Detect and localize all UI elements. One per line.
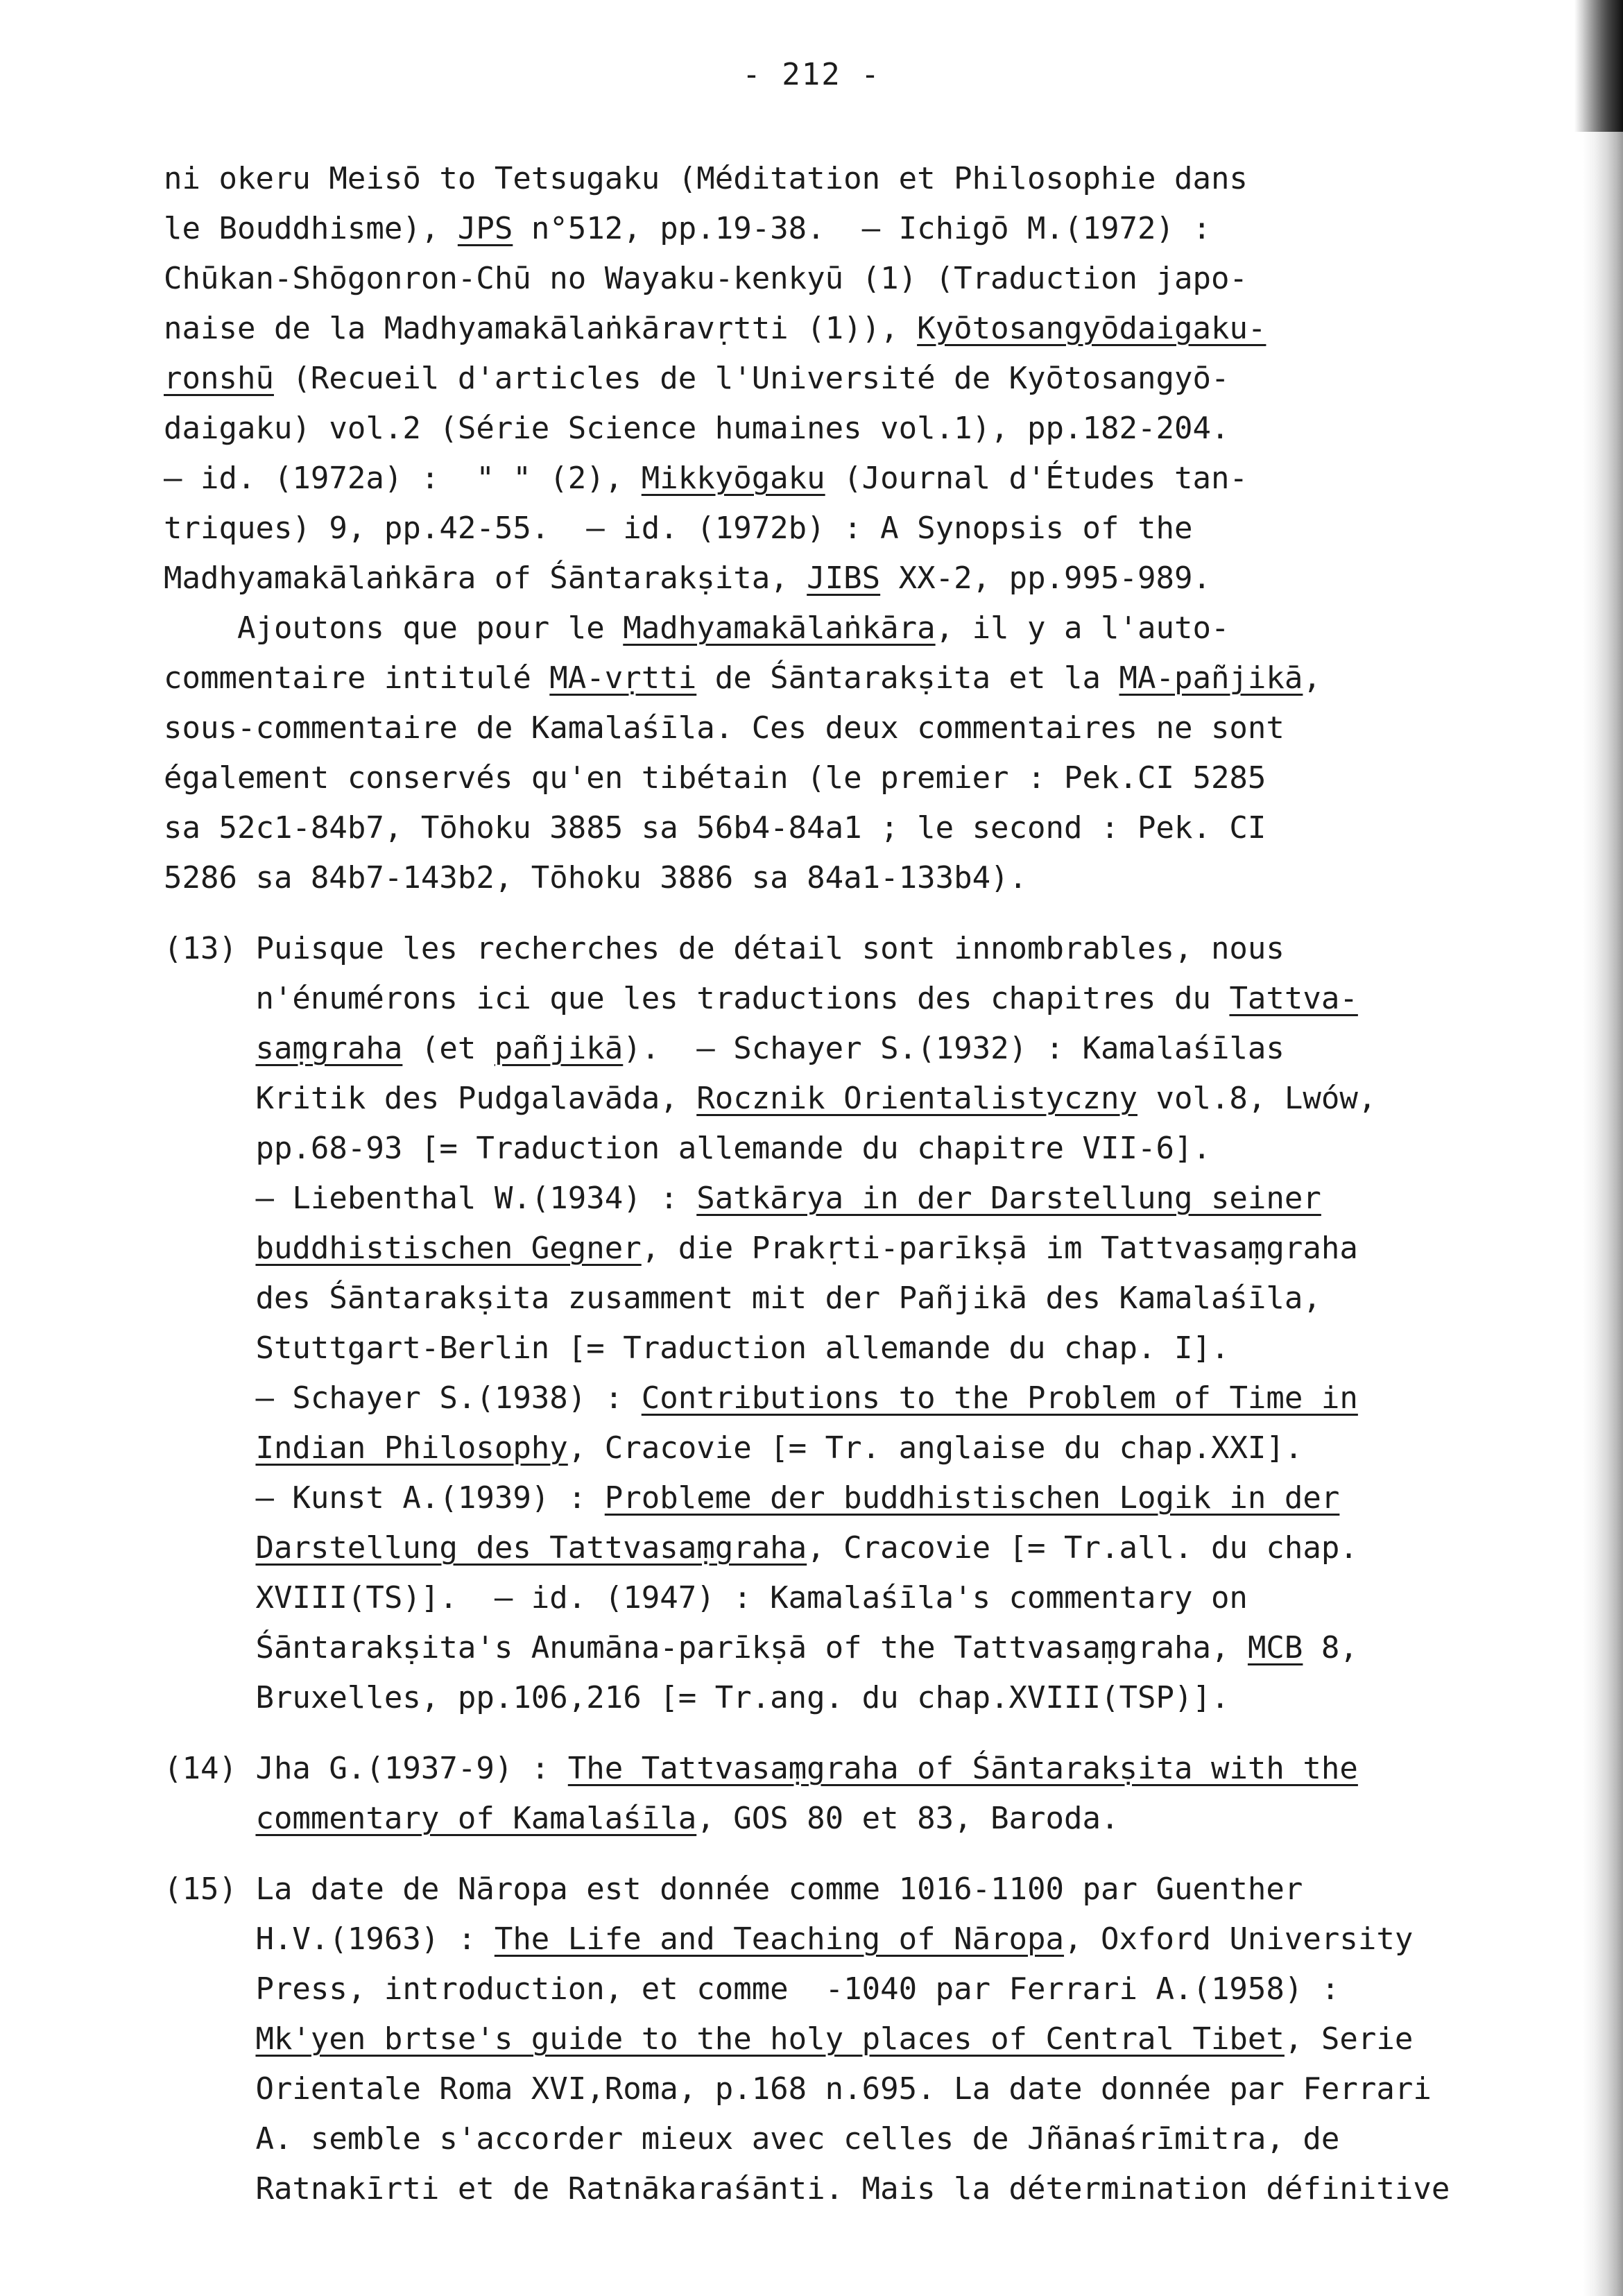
text-segment: XX-2, pp.995-989. <box>880 560 1211 596</box>
text-segment: n°512, pp.19-38. — Ichigō M.(1972) : <box>513 211 1211 246</box>
underlined-title: Indian Philosophy <box>255 1430 568 1466</box>
underlined-title: Contributions to the Problem of Time in <box>641 1380 1358 1416</box>
text-segment: , <box>1303 660 1321 696</box>
text-segment: , Cracovie [= Tr.all. du chap. <box>807 1530 1358 1566</box>
page-number: - 212 - <box>742 57 881 92</box>
text-line <box>164 254 1502 304</box>
underlined-title: The Life and Teaching of Nāropa <box>494 1921 1065 1957</box>
text-segment <box>164 2021 255 2057</box>
footnote-p15 <box>164 1865 1502 2214</box>
text-line <box>164 504 1502 554</box>
text-segment: ni okeru Meisō to Tetsugaku (Méditation et Philosophie dans <box>164 161 1248 196</box>
underlined-title: Mk'yen brtse's guide to the holy places of Central Tibet <box>255 2021 1285 2057</box>
text-segment: Kritik des Pudgalavāda, <box>164 1081 697 1116</box>
text-segment: commentaire intitulé <box>164 660 550 696</box>
paragraph-gap <box>164 1844 1502 1865</box>
text-segment: daigaku) vol.2 (Série Science humaines vol.1), pp.182-204. <box>164 411 1230 446</box>
text-segment: , il y a l'auto- <box>935 610 1230 646</box>
text-segment: , Cracovie [= Tr. anglaise du chap.XXI]. <box>567 1430 1303 1466</box>
text-line <box>164 1323 1502 1373</box>
text-segment <box>164 1231 255 1266</box>
text-segment: , GOS 80 et 83, Baroda. <box>696 1801 1119 1836</box>
underlined-title: buddhistischen Gegner <box>255 1231 642 1266</box>
paragraph-gap <box>164 903 1502 924</box>
underlined-title: Tattva- <box>1229 981 1358 1016</box>
paragraph-gap <box>164 1723 1502 1744</box>
underlined-title: Kyōtosangyōdaigaku- <box>917 311 1266 346</box>
text-line <box>164 703 1502 753</box>
text-segment: , Oxford University <box>1064 1921 1414 1957</box>
underlined-title: JPS <box>457 211 513 246</box>
text-segment: (14) Jha G.(1937-9) : <box>164 1751 568 1786</box>
text-line <box>164 653 1502 703</box>
text-segment: 8, <box>1303 1630 1358 1665</box>
text-segment <box>164 1530 255 1566</box>
text-line <box>164 2164 1502 2214</box>
underlined-title: Probleme der buddhistischen Logik in der <box>604 1480 1340 1516</box>
text-segment: H.V.(1963) : <box>164 1921 495 1957</box>
text-line <box>164 204 1502 254</box>
text-segment: des Śāntarakṣita zusamment mit der Pañjikā des Kamalaśīla, <box>164 1280 1321 1316</box>
text-segment: (Journal d'Études tan- <box>825 461 1248 496</box>
underlined-title: MA-pañjikā <box>1119 660 1303 696</box>
text-segment: ). — Schayer S.(1932) : Kamalaśīlas <box>623 1031 1285 1066</box>
text-line <box>164 924 1502 974</box>
underlined-title: Mikkyōgaku <box>641 461 825 496</box>
text-segment: , die Prakṛti-parīkṣā im Tattvasaṃgraha <box>641 1231 1358 1266</box>
text-segment: — Liebenthal W.(1934) : <box>164 1181 697 1216</box>
text-line <box>164 1964 1502 2014</box>
text-segment: (et <box>402 1031 495 1066</box>
underlined-title: Madhyamakālaṅkāra <box>623 610 936 646</box>
text-segment: , Serie <box>1284 2021 1414 2057</box>
text-line <box>164 2114 1502 2164</box>
text-segment: (13) Puisque les recherches de détail sont innombrables, nous <box>164 931 1285 966</box>
text-line <box>164 354 1502 404</box>
text-segment: Press, introduction, et comme -1040 par Ferrari A.(1958) : <box>164 1971 1340 2007</box>
text-segment: triques) 9, pp.42-55. — id. (1972b) : A Synopsis of the <box>164 511 1193 546</box>
underlined-title: Rocznik Orientalistyczny <box>696 1081 1137 1116</box>
footnote-p13 <box>164 924 1502 1723</box>
text-segment: — Schayer S.(1938) : <box>164 1380 642 1416</box>
text-segment: Madhyamakālaṅkāra of Śāntarakṣita, <box>164 560 807 596</box>
text-segment: Orientale Roma XVI,Roma, p.168 n.695. La date donnée par Ferrari <box>164 2071 1432 2107</box>
text-line <box>164 154 1502 204</box>
text-line <box>164 1274 1502 1323</box>
text-line <box>164 1523 1502 1573</box>
text-line <box>164 1124 1502 1174</box>
text-segment: Stuttgart-Berlin [= Traduction allemande du chap. I]. <box>164 1330 1230 1366</box>
text-segment: (Recueil d'articles de l'Université de Kyōtosangyō- <box>273 361 1230 396</box>
text-line <box>164 1024 1502 1074</box>
underlined-title: ronshū <box>164 361 274 396</box>
underlined-title: pañjikā <box>494 1031 624 1066</box>
footnote-p1 <box>164 154 1502 903</box>
text-segment: Chūkan-Shōgonron-Chū no Wayaku-kenkyū (1) (Traduction japo- <box>164 261 1248 296</box>
text-line <box>164 2064 1502 2114</box>
text-segment: Ajoutons que pour le <box>164 610 624 646</box>
text-segment: A. semble s'accorder mieux avec celles de Jñānaśrīmitra, de <box>164 2121 1340 2157</box>
underlined-title: MCB <box>1247 1630 1303 1665</box>
underlined-title: Darstellung des Tattvasaṃgraha <box>255 1530 807 1566</box>
text-segment <box>164 1801 255 1836</box>
underlined-title: JIBS <box>807 560 881 596</box>
text-segment: — id. (1972a) : " " (2), <box>164 461 642 496</box>
text-segment <box>164 1031 255 1066</box>
text-segment: Bruxelles, pp.106,216 [= Tr.ang. du chap.XVIII(TSP)]. <box>164 1680 1230 1715</box>
text-segment: — Kunst A.(1939) : <box>164 1480 605 1516</box>
text-segment: (15) La date de Nāropa est donnée comme 1016-1100 par Guenther <box>164 1871 1303 1907</box>
text-segment: XVIII(TS)]. — id. (1947) : Kamalaśīla's commentary on <box>164 1580 1248 1616</box>
text-segment: 5286 sa 84b7-143b2, Tōhoku 3886 sa 84a1-133b4). <box>164 860 1028 896</box>
text-line <box>164 2014 1502 2064</box>
text-segment: Śāntarakṣita's Anumāna-parīkṣā of the Tattvasaṃgraha, <box>164 1630 1248 1665</box>
text-line <box>164 454 1502 504</box>
underlined-title: Satkārya in der Darstellung seiner <box>696 1181 1321 1216</box>
text-segment: naise de la Madhyamakālaṅkāravṛtti (1)), <box>164 311 918 346</box>
underlined-title: MA-vṛtti <box>549 660 697 696</box>
text-line <box>164 1423 1502 1473</box>
text-line <box>164 603 1502 653</box>
text-line <box>164 1914 1502 1964</box>
text-line <box>164 1174 1502 1224</box>
text-segment: vol.8, Lwów, <box>1137 1081 1377 1116</box>
text-line <box>164 803 1502 853</box>
text-line <box>164 404 1502 454</box>
text-segment: le Bouddhisme), <box>164 211 458 246</box>
text-line <box>164 1224 1502 1274</box>
text-line <box>164 1373 1502 1423</box>
text-segment: sous-commentaire de Kamalaśīla. Ces deux commentaires ne sont <box>164 710 1285 746</box>
text-segment: également conservés qu'en tibétain (le premier : Pek.CI 5285 <box>164 760 1266 796</box>
text-line <box>164 1573 1502 1623</box>
text-line <box>164 753 1502 803</box>
footnotes-body <box>164 154 1502 2214</box>
text-segment: n'énumérons ici que les traductions des chapitres du <box>164 981 1230 1016</box>
text-line <box>164 304 1502 354</box>
text-segment: Ratnakīrti et de Ratnākaraśānti. Mais la détermination définitive <box>164 2171 1450 2207</box>
underlined-title: commentary of Kamalaśīla <box>255 1801 697 1836</box>
text-segment <box>164 1430 255 1466</box>
underlined-title: The Tattvasaṃgraha of Śāntarakṣita with the <box>567 1751 1358 1786</box>
text-line <box>164 1673 1502 1723</box>
text-line <box>164 1794 1502 1844</box>
text-segment: de Śāntarakṣita et la <box>696 660 1119 696</box>
text-line <box>164 1865 1502 1914</box>
text-line <box>164 1744 1502 1794</box>
underlined-title: saṃgraha <box>255 1031 403 1066</box>
text-line <box>164 554 1502 603</box>
text-line <box>164 1623 1502 1673</box>
text-line <box>164 853 1502 903</box>
text-line <box>164 974 1502 1024</box>
text-segment: pp.68-93 [= Traduction allemande du chapitre VII-6]. <box>164 1131 1211 1166</box>
text-line <box>164 1074 1502 1124</box>
footnote-p14 <box>164 1744 1502 1844</box>
text-segment: sa 52c1-84b7, Tōhoku 3885 sa 56b4-84a1 ; le second : Pek. CI <box>164 810 1266 846</box>
text-line <box>164 1473 1502 1523</box>
page-edge-shadow <box>1583 0 1623 2296</box>
